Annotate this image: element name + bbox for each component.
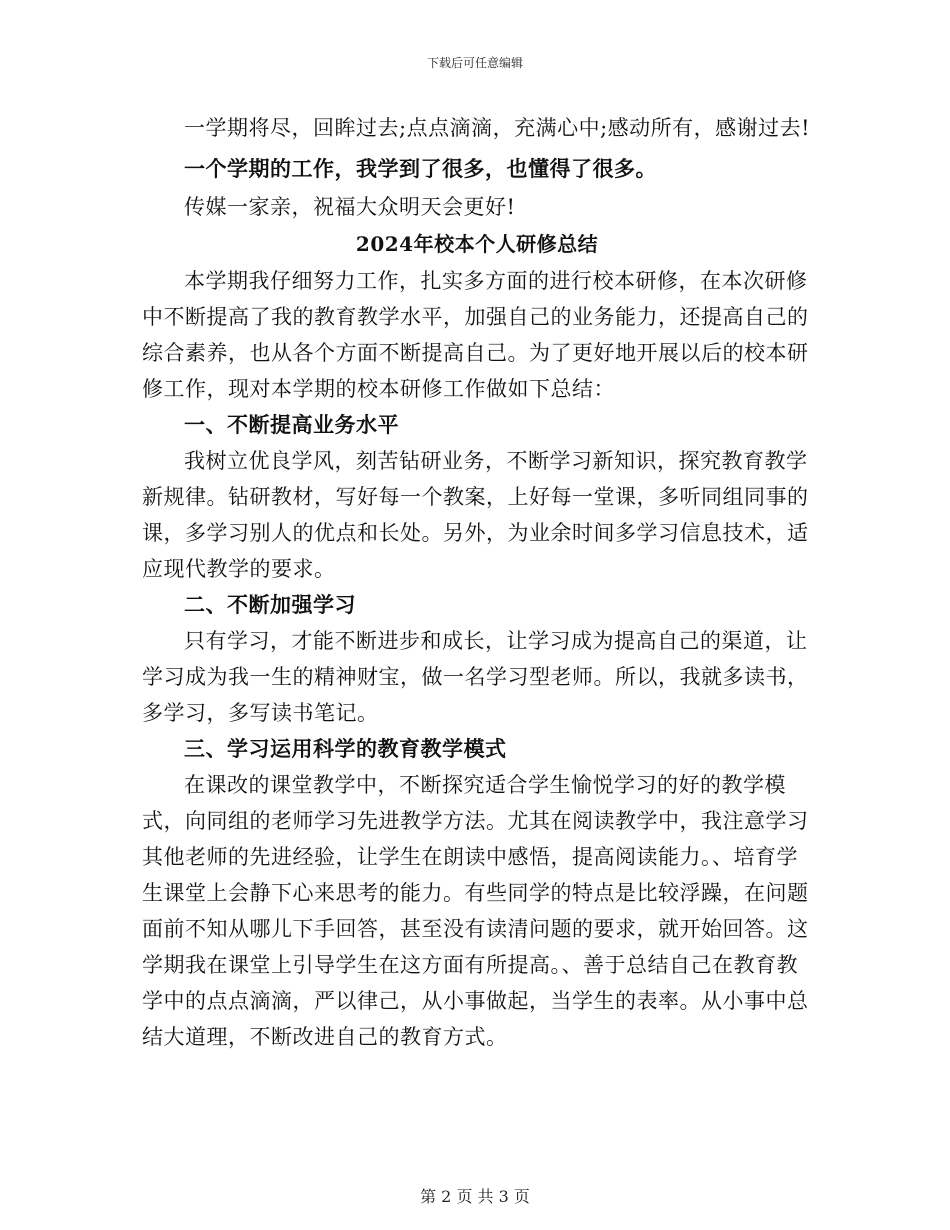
intro-paragraph-2: 一个学期的工作，我学到了很多，也懂得了很多。	[184, 156, 657, 181]
section-heading-1: 一、不断提高业务水平	[184, 412, 399, 437]
page-header: 下载后可任意编辑	[426, 56, 523, 70]
document-title: 2024年校本个人研修总结	[355, 232, 599, 256]
intro-paragraph-1: 一学期将尽，回眸过去;点点滴滴，充满心中;感动所有，感谢过去!	[184, 116, 811, 140]
body-paragraph-1: 本学期我仔细努力工作，扎实多方面的进行校本研修，在本次研修中不断提高了我的教育教学水平，加强自己的业务能力，还提高自己的综合素养，也从各个方面不断提高自己。为了更好地开展以后的校本研修工作，现对本学期的校本研修工作做如下总结：	[142, 269, 809, 401]
body-paragraph-2: 我树立优良学风，刻苦钻研业务，不断学习新知识，探究教育教学新规律。钻研教材，写好每一个教案，上好每一堂课，多听同组同事的课，多学习别人的优点和长处。另外，为业余时间多学习信息技术，适应现代教学的要求。	[142, 449, 809, 581]
section-heading-2: 二、不断加强学习	[184, 592, 356, 617]
document-body	[142, 110, 812, 1055]
body-paragraph-3: 只有学习，才能不断进步和成长，让学习成为提高自己的渠道，让学习成为我一生的精神财宝，做一名学习型老师。所以，我就多读书，多学习，多写读书笔记。	[142, 629, 809, 725]
page-footer: 第 2 页 共 3 页	[420, 1187, 530, 1206]
section-heading-3: 三、学习运用科学的教育教学模式	[184, 736, 507, 761]
body-paragraph-4: 在课改的课堂教学中，不断探究适合学生愉悦学习的好的教学模式，向同组的老师学习先进教学方法。尤其在阅读教学中，我注意学习其他老师的先进经验，让学生在朗读中感悟，提高阅读能力。、培育学生课堂上会静下心来思考的能力。有些同学的特点是比较浮躁，在问题面前不知从哪儿下手回答，甚至没有读清问题的要求，就开始回答。这学期我在课堂上引导学生在这方面有所提高。、善于总结自己在教育教学中的点点滴滴，严以律己，从小事做起，当学生的表率。从小事中总结大道理，不断改进自己的教育方式。	[142, 773, 809, 1049]
intro-paragraph-3: 传媒一家亲，祝福大众明天会更好!	[184, 195, 516, 219]
